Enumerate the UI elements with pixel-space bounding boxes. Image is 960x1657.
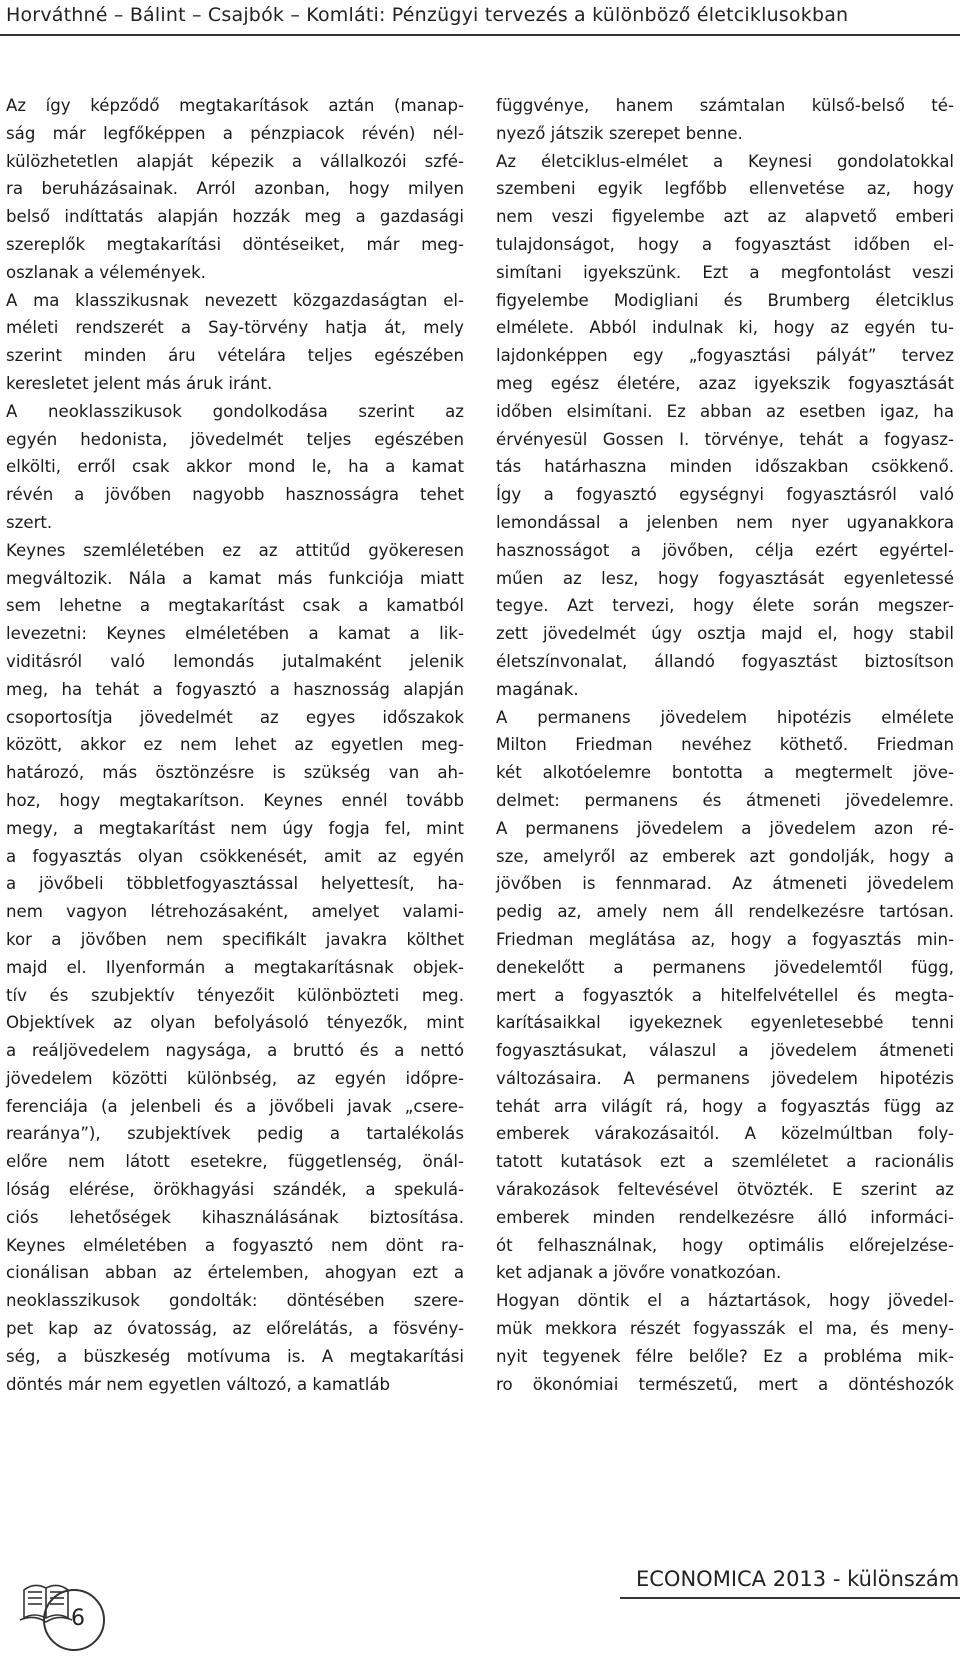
- text-line: Az így képződő megtakarítások aztán (manap-: [6, 96, 464, 115]
- text-line: mük mekkora részét fogyasszák el ma, és meny-: [496, 1319, 954, 1339]
- text-line: A ma klasszikusnak nevezett közgazdaságtan el-: [6, 290, 464, 310]
- text-line: Objektívek az olyan befolyásoló tényezők, mint: [6, 1013, 464, 1033]
- header-rule: [0, 34, 960, 36]
- text-line: levezetni: Keynes elméletében a kamat a lik-: [6, 624, 464, 644]
- text-line: karításaikkal igyekeznek egyenletesebbé tenni: [496, 1013, 954, 1033]
- text-line: meg egész életére, azaz igyekszik fogyasztását: [496, 373, 954, 393]
- text-line: fogyasztásukat, válaszul a jövedelem átmeneti: [496, 1041, 954, 1061]
- running-header: Horváthné – Bálint – Csajbók – Komláti: Pénzügyi tervezés a különböző életciklusokban: [6, 4, 849, 26]
- text-line: pedig az, amely nem áll rendelkezésre tartósan.: [496, 902, 954, 922]
- text-line: várakozások feltevésével ötvözték. E szerint az: [496, 1180, 954, 1200]
- text-line: szereplők megtakarítási döntéseiket, már meg-: [6, 234, 464, 254]
- text-line: oszlanak a vélemények.: [6, 262, 206, 282]
- text-line: nem veszi figyelembe azt az alapvető emberi: [496, 207, 954, 227]
- text-line: neoklasszikusok gondolták: döntésében szere-: [6, 1291, 464, 1311]
- text-line: pet kap az óvatosság, az előrelátás, a fösvény-: [6, 1319, 464, 1339]
- text-line: két alkotóelemre bontotta a megtermelt jöve-: [496, 763, 954, 783]
- text-line: nyező játszik szerepet benne.: [496, 123, 743, 143]
- text-line: Milton Friedman nevéhez köthető. Friedman: [496, 735, 954, 755]
- text-line: tegye. Azt tervezi, hogy élete során megszer-: [496, 596, 954, 616]
- text-line: ság már legfőképpen a pénzpiacok révén) nél-: [6, 123, 464, 143]
- text-line: mert a fogyasztók a hitelfelvétellel és megta-: [496, 985, 954, 1005]
- text-line: A permanens jövedelem a jövedelem azon ré-: [496, 818, 954, 838]
- text-line: ket adjanak a jövőre vonatkozóan.: [496, 1263, 782, 1283]
- text-line: időben elsimítani. Ez abban az esetben igaz, ha: [496, 401, 954, 421]
- text-line: tás határhaszna minden időszakban csökkenő.: [496, 457, 954, 477]
- text-line: Keynes szemléletében ez az attitűd gyökeresen: [6, 540, 464, 560]
- text-line: lajdonképpen egy „fogyasztási pályát” tervez: [496, 346, 954, 366]
- text-line: nem vagyon létrehozásaként, amelyet valami-: [6, 902, 464, 922]
- text-line: tatott kutatások ezt a szemléletet a racionális: [496, 1152, 954, 1172]
- text-line: jövedelem közötti különbség, az egyén időpre-: [6, 1068, 464, 1088]
- page-number: 6: [71, 1606, 85, 1631]
- text-line: viditásról való lemondás jutalmaként jelenik: [6, 651, 464, 671]
- text-line: cionálisan abban az értelemben, ahogyan ezt a: [6, 1263, 464, 1283]
- text-line: emberek minden rendelkezésre álló informáci-: [496, 1207, 954, 1227]
- text-line: magának.: [496, 679, 579, 699]
- text-line: elkölti, erről csak akkor mond le, ha a kamat: [6, 457, 464, 477]
- text-line: megváltozik. Nála a kamat más funkciója miatt: [6, 568, 464, 588]
- text-line: szembeni egyik legfőbb ellenvetése az, hogy: [496, 179, 954, 199]
- text-line: műen az lesz, hogy fogyasztását egyenletessé: [496, 568, 954, 588]
- text-line: megy, a megtakarítást nem úgy fogja fel, mint: [6, 818, 464, 838]
- text-line: a jövőbeli többletfogyasztással helyettesít, ha-: [6, 874, 464, 894]
- text-line: csoportosítja jövedelmét az egyes időszakok: [6, 707, 464, 727]
- text-line: életszínvonalat, állandó fogyasztást biztosítson: [496, 651, 954, 671]
- text-line: rearánya”), szubjektívek pedig a tartalékolás: [6, 1124, 464, 1144]
- text-line: A permanens jövedelem hipotézis elmélete: [496, 707, 954, 727]
- text-line: ferenciája (a jelenbeli és a jövőbeli javak „csere-: [6, 1096, 464, 1116]
- text-line: belső indíttatás alapján hozzák meg a gazdasági: [6, 207, 464, 227]
- text-line: meg, ha tehát a fogyasztó a hasznosság alapján: [6, 679, 464, 699]
- text-line: kor a jövőben nem specifikált javakra költhet: [6, 929, 464, 949]
- text-line: keresletet jelent más áruk iránt.: [6, 373, 273, 393]
- text-line: Hogyan döntik el a háztartások, hogy jövedel-: [496, 1291, 954, 1311]
- text-line: sem lehetne a megtakarítást csak a kamatból: [6, 596, 464, 616]
- text-line: denekelőtt a permanens jövedelemtől függ,: [496, 957, 954, 977]
- text-line: ciós lehetőségek kihasználásának biztosítása.: [6, 1207, 464, 1227]
- text-line: ót felhasználnak, hogy optimális előrejelzése-: [496, 1235, 954, 1255]
- text-line: hasznosságot a jövőben, célja ezért egyértel-: [496, 540, 954, 560]
- text-line: zett jövedelmét úgy osztja majd el, hogy stabil: [496, 624, 954, 644]
- text-line: változásaira. A permanens jövedelem hipotézis: [496, 1068, 954, 1088]
- journal-title: ECONOMICA 2013 - különszám: [636, 1567, 960, 1591]
- text-line: jövőben is fennmarad. Az átmeneti jövedelem: [496, 874, 954, 894]
- left-column: [6, 92, 464, 1398]
- text-line: tehát arra világít rá, hogy a fogyasztás függ az: [496, 1096, 954, 1116]
- text-line: előre nem látott esetekre, függetlenség, önál-: [6, 1152, 464, 1172]
- text-line: elmélete. Abból indulnak ki, hogy az egyén tu-: [496, 318, 954, 338]
- text-line: szerint minden áru vételára teljes egészében: [6, 346, 464, 366]
- text-line: függvénye, hanem számtalan külső-belső té-: [496, 96, 954, 115]
- text-line: majd el. Ilyenformán a megtakarításnak objek-: [6, 957, 464, 977]
- text-line: A neoklasszikusok gondolkodása szerint az: [6, 401, 464, 421]
- text-line: révén a jövőben nagyobb hasznosságra tehet: [6, 485, 464, 505]
- text-line: tulajdonságot, hogy a fogyasztást időben el-: [496, 234, 954, 254]
- text-line: a fogyasztás olyan csökkenését, amit az egyén: [6, 846, 464, 866]
- text-line: hoz, hogy megtakarítson. Keynes ennél tovább: [6, 790, 464, 810]
- text-line: figyelembe Modigliani és Brumberg életciklus: [496, 290, 954, 310]
- text-line: lemondással a jelenben nem nyer ugyanakkora: [496, 512, 954, 532]
- text-line: nyit tegyenek félre belőle? Ez a probléma mik-: [496, 1346, 954, 1366]
- text-line: emberek várakozásaitól. A közelmúltban foly-: [496, 1124, 954, 1144]
- right-column: [496, 92, 954, 1398]
- text-line: külözhetetlen alapját képezik a vállalkozói szfé-: [6, 151, 464, 171]
- text-line: lóság elérése, örökhagyási szándék, a spekulá-: [6, 1180, 464, 1200]
- text-line: simítani igyekszünk. Ezt a megfontolást veszi: [496, 262, 954, 282]
- text-line: delmet: permanens és átmeneti jövedelemre.: [496, 790, 954, 810]
- text-line: Friedman meglátása az, hogy a fogyasztás min-: [496, 929, 954, 949]
- text-line: határozó, más ösztönzésre is szükség van ah-: [6, 763, 464, 783]
- text-line: tív és szubjektív tényezőit különbözteti meg.: [6, 985, 464, 1005]
- text-line: érvényesül Gossen I. törvénye, tehát a fogyasz-: [496, 429, 954, 449]
- text-line: ra beruházásainak. Arról azonban, hogy milyen: [6, 179, 464, 199]
- text-line: sze, amelyről az emberek azt gondolják, hogy a: [496, 846, 954, 866]
- text-line: méleti rendszerét a Say-törvény hatja át, mely: [6, 318, 464, 338]
- text-line: a reáljövedelem nagysága, a bruttó és a nettó: [6, 1041, 464, 1061]
- text-line: szert.: [6, 512, 53, 532]
- text-line: ség, a büszkeség motívuma is. A megtakarítási: [6, 1346, 464, 1366]
- text-line: döntés már nem egyetlen változó, a kamatláb: [6, 1374, 391, 1394]
- text-line: ro ökonómiai természetű, mert a döntéshozók: [496, 1374, 954, 1394]
- text-line: között, akkor ez nem lehet az egyetlen meg-: [6, 735, 464, 755]
- text-line: Így a fogyasztó egységnyi fogyasztásról való: [496, 485, 954, 505]
- footer-rule: [620, 1597, 960, 1599]
- text-line: Az életciklus-elmélet a Keynesi gondolatokkal: [496, 151, 954, 171]
- text-line: Keynes elméletében a fogyasztó nem dönt ra-: [6, 1235, 464, 1255]
- text-line: egyén hedonista, jövedelmét teljes egészében: [6, 429, 464, 449]
